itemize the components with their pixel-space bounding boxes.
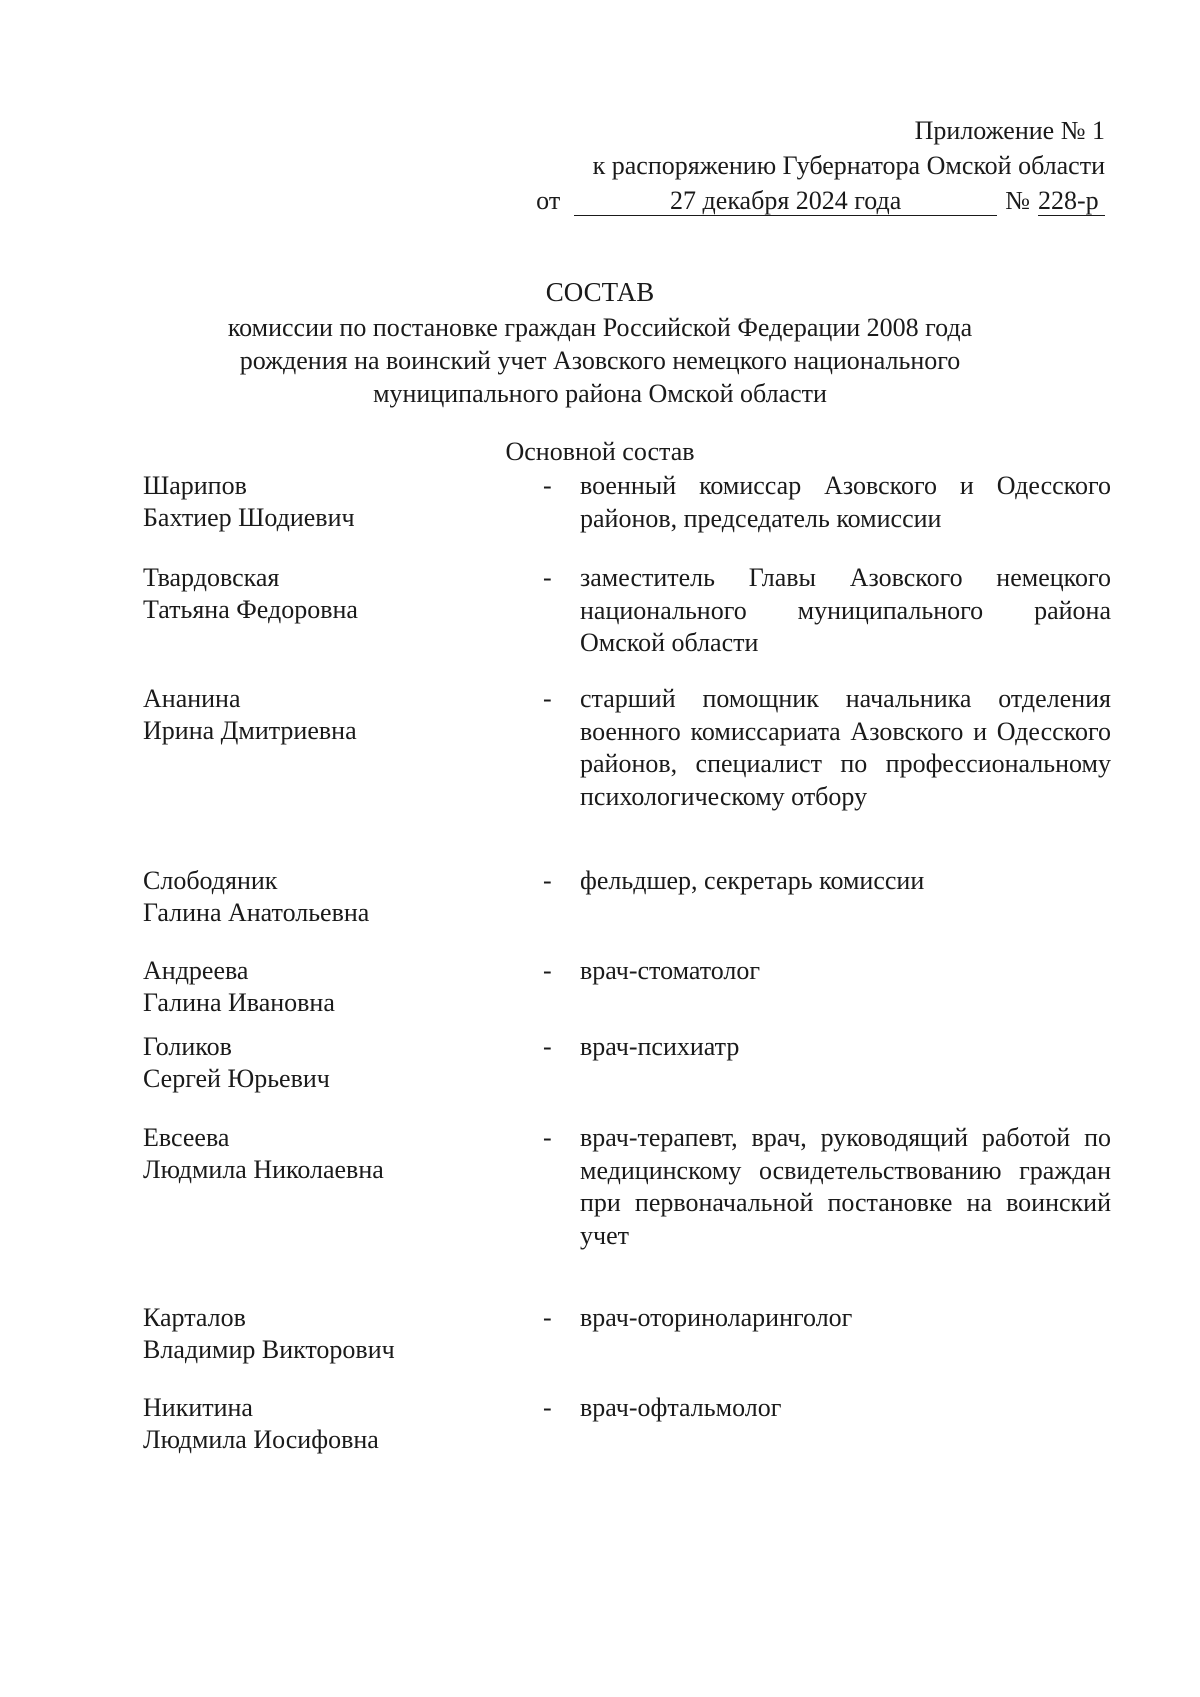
member-name <box>143 1122 523 1186</box>
title-line-1: комиссии по постановке граждан Российской Федерации 2008 года <box>227 313 973 342</box>
dash-separator: - <box>543 563 552 592</box>
member-surname: Ананина <box>143 684 241 713</box>
document-title <box>0 276 1200 410</box>
member-given-name: Людмила Николаевна <box>143 1155 384 1184</box>
member-given-name: Ирина Дмитриевна <box>143 716 357 745</box>
member-name <box>143 1302 523 1366</box>
title-line-3: муниципального района Омской области <box>373 379 827 408</box>
title-line-2: рождения на воинский учет Азовского немецкого национального <box>239 346 961 375</box>
member-given-name: Татьяна Федоровна <box>143 595 358 624</box>
dash-separator: - <box>543 1303 552 1332</box>
member-surname: Голиков <box>143 1032 232 1061</box>
appendix-number: Приложение № 1 <box>914 116 1105 145</box>
member-given-name: Владимир Викторович <box>143 1335 395 1364</box>
member-given-name: Галина Ивановна <box>143 988 335 1017</box>
dash-separator: - <box>543 956 552 985</box>
from-label: от <box>536 186 561 215</box>
dash-separator: - <box>543 1032 552 1061</box>
member-role: заместитель Главы Азовского немецкого национального муниципального района Омской области <box>580 563 1111 657</box>
member-surname: Шарипов <box>143 471 247 500</box>
member-name <box>143 470 523 534</box>
member-name <box>143 955 523 1019</box>
member-surname: Твардовская <box>143 563 280 592</box>
member-name <box>143 1392 523 1456</box>
order-number: 228-р <box>1038 187 1105 216</box>
dash-separator: - <box>543 1393 552 1422</box>
member-given-name: Людмила Иосифовна <box>143 1425 379 1454</box>
dash-separator: - <box>543 684 552 713</box>
dash-separator: - <box>543 866 552 895</box>
order-date: 27 декабря 2024 года <box>574 187 997 216</box>
title-main: СОСТАВ <box>545 277 655 307</box>
member-role: врач-терапевт, врач, руководящий работой по медицинскому освидетельствованию граждан при первоначальной постановке на воинский учет <box>580 1123 1111 1250</box>
member-role: врач-стоматолог <box>580 956 761 985</box>
dash-separator: - <box>543 1123 552 1152</box>
member-surname: Евсеева <box>143 1123 230 1152</box>
member-role: фельдшер, секретарь комиссии <box>580 866 925 895</box>
member-role: старший помощник начальника отделения военного комиссариата Азовского и Одесского районов, специалист по профессиональному психологическому отбору <box>580 684 1111 811</box>
member-given-name: Бахтиер Шодиевич <box>143 503 355 532</box>
member-given-name: Галина Анатольевна <box>143 898 370 927</box>
member-surname: Слободяник <box>143 866 278 895</box>
section-heading: Основной состав <box>505 437 695 466</box>
member-name <box>143 1031 523 1095</box>
member-role: врач-оториноларинголог <box>580 1303 853 1332</box>
member-role: врач-психиатр <box>580 1032 740 1061</box>
appendix-reference: к распоряжению Губернатора Омской области <box>592 151 1105 180</box>
dash-separator: - <box>543 471 552 500</box>
member-role: военный комиссар Азовского и Одесского районов, председатель комиссии <box>580 471 1111 533</box>
member-given-name: Сергей Юрьевич <box>143 1064 330 1093</box>
member-surname: Никитина <box>143 1393 253 1422</box>
order-date-line <box>536 183 1105 218</box>
member-name <box>143 865 523 929</box>
member-name <box>143 683 523 747</box>
number-label: № <box>1005 186 1030 215</box>
member-surname: Карталов <box>143 1303 246 1332</box>
member-name <box>143 562 523 626</box>
appendix-header <box>536 113 1105 218</box>
member-role: врач-офтальмолог <box>580 1393 782 1422</box>
member-surname: Андреева <box>143 956 249 985</box>
